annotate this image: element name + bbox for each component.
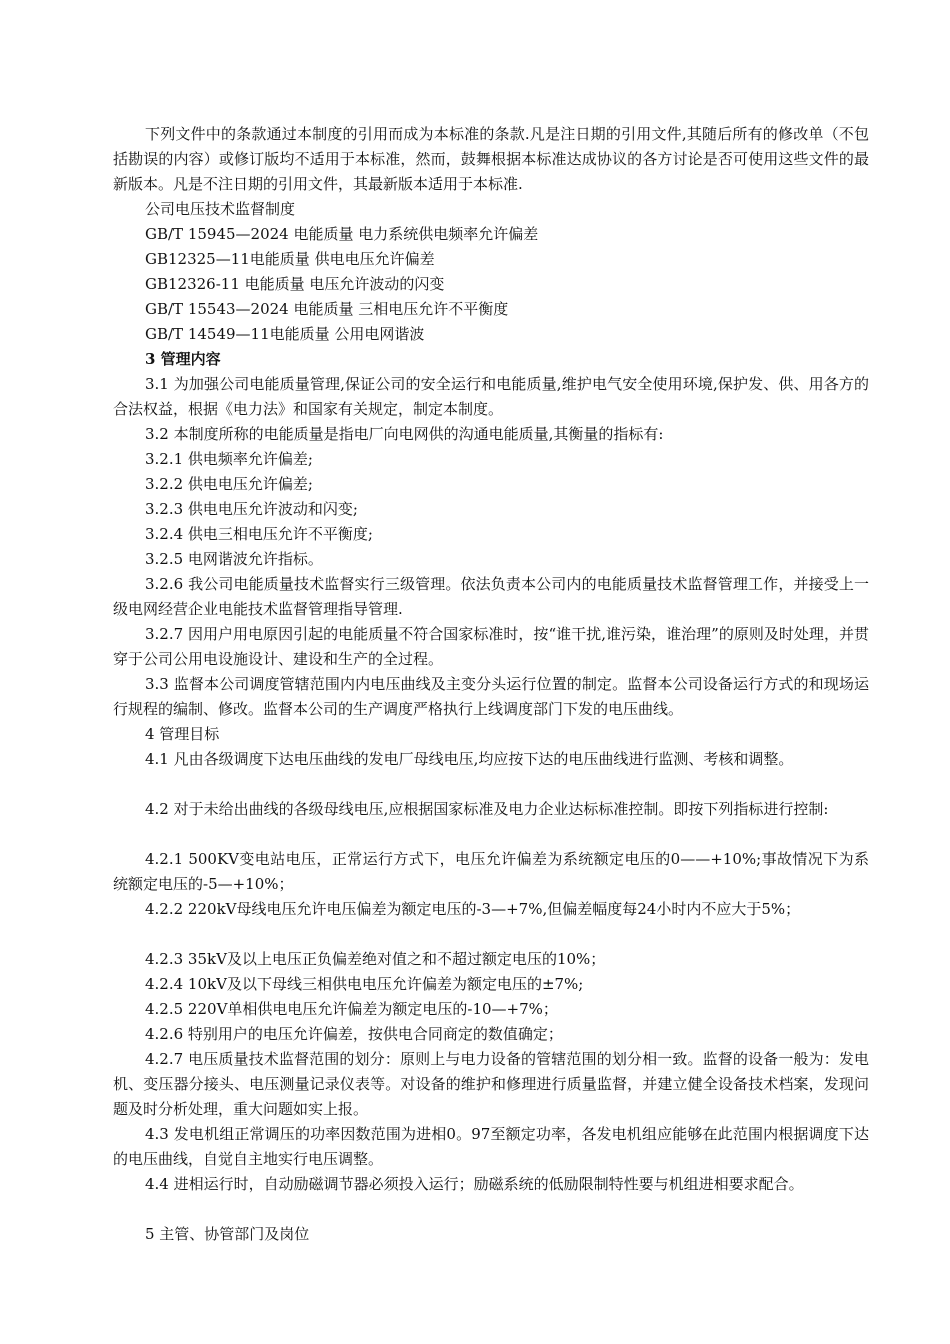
section-heading: 4 管理目标 — [145, 725, 220, 743]
reference-item: GB12325—11电能质量 供电电压允许偏差 — [145, 250, 435, 268]
clause-paragraph: 4.2.7 电压质量技术监督范围的划分：原则上与电力设备的管辖范围的划分相一致。监督的设备一般为：发电机、变压器分接头、电压测量记录仪表等。对设备的维护和修理进行质量监督，并建立健全设备技术档案，发现问题及时分析处理，重大问题如实上报。 — [113, 1050, 869, 1118]
reference-item: GB12326-11 电能质量 电压允许波动的闪变 — [145, 275, 445, 293]
reference-item: 公司电压技术监督制度 — [145, 200, 296, 218]
target-item: 4.2.3 35kV及以上电压正负偏差绝对值之和不超过额定电压的10%； — [145, 950, 606, 968]
clause-paragraph: 4.2 对于未给出曲线的各级母线电压,应根据国家标准及电力企业达标标准控制。即按下列指标进行控制: — [145, 800, 829, 818]
clause-paragraph: 3.2.7 因用户用电原因引起的电能质量不符合国家标准时，按“谁干扰,谁污染，谁治理”的原则及时处理，并贯穿于公司公用电设施设计、建设和生产的全过程。 — [113, 625, 869, 668]
section-heading: 3 管理内容 — [145, 350, 221, 368]
reference-item: GB/T 15945—2024 电能质量 电力系统供电频率允许偏差 — [145, 225, 539, 243]
clause-paragraph: 4.1 凡由各级调度下达电压曲线的发电厂母线电压,均应按下达的电压曲线进行监测、考核和调整。 — [145, 750, 794, 768]
target-item: 4.2.6 特别用户的电压允许偏差，按供电合同商定的数值确定； — [145, 1025, 563, 1043]
indicator-item: 3.2.3 供电电压允许波动和闪变; — [145, 500, 358, 518]
indicator-item: 3.2.4 供电三相电压允许不平衡度; — [145, 525, 373, 543]
intro-paragraph: 下列文件中的条款通过本制度的引用而成为本标准的条款.凡是注日期的引用文件,其随后所有的修改单（不包括勘误的内容）或修订版均不适用于本标准，然而，鼓舞根据本标准达成协议的各方讨论是否可使用这些文件的最新版本。凡是不注日期的引用文件，其最新版本适用于本标准. — [113, 125, 869, 193]
target-item: 4.2.4 10kV及以下母线三相供电电压允许偏差为额定电压的±7%; — [145, 975, 584, 993]
section-heading: 5 主管、协管部门及岗位 — [145, 1225, 310, 1243]
indicator-item: 3.2.5 电网谐波允许指标。 — [145, 550, 323, 568]
clause-paragraph: 3.1 为加强公司电能质量管理,保证公司的安全运行和电能质量,维护电气安全使用环境,保护发、供、用各方的合法权益，根据《电力法》和国家有关规定，制定本制度。 — [113, 375, 869, 418]
clause-paragraph: 4.2.1 500KV变电站电压，正常运行方式下，电压允许偏差为系统额定电压的0——+10%;事故情况下为系统额定电压的-5—+10%； — [113, 850, 869, 893]
target-item: 4.2.5 220V单相供电电压允许偏差为额定电压的-10—+7%； — [145, 1000, 558, 1018]
clause-paragraph: 3.2 本制度所称的电能质量是指电厂向电网供的沟通电能质量,其衡量的指标有: — [145, 425, 664, 443]
clause-paragraph: 4.3 发电机组正常调压的功率因数范围为进相0。97至额定功率，各发电机组应能够在此范围内根据调度下达的电压曲线，自觉自主地实行电压调整。 — [113, 1125, 869, 1168]
clause-paragraph: 3.3 监督本公司调度管辖范围内内电压曲线及主变分头运行位置的制定。监督本公司设备运行方式的和现场运行规程的编制、修改。监督本公司的生产调度严格执行上线调度部门下发的电压曲线。 — [113, 675, 869, 718]
clause-paragraph: 3.2.6 我公司电能质量技术监督实行三级管理。依法负责本公司内的电能质量技术监督管理工作，并接受上一级电网经营企业电能技术监督管理指导管理. — [113, 575, 869, 618]
indicator-item: 3.2.2 供电电压允许偏差; — [145, 475, 313, 493]
clause-paragraph: 4.2.2 220kV母线电压允许电压偏差为额定电压的-3—+7%,但偏差幅度每24小时内不应大于5%； — [145, 900, 801, 918]
reference-item: GB/T 14549—11电能质量 公用电网谐波 — [145, 325, 425, 343]
reference-item: GB/T 15543—2024 电能质量 三相电压允许不平衡度 — [145, 300, 509, 318]
indicator-item: 3.2.1 供电频率允许偏差; — [145, 450, 313, 468]
clause-paragraph: 4.4 进相运行时，自动励磁调节器必须投入运行；励磁系统的低励限制特性要与机组进相要求配合。 — [145, 1175, 804, 1193]
